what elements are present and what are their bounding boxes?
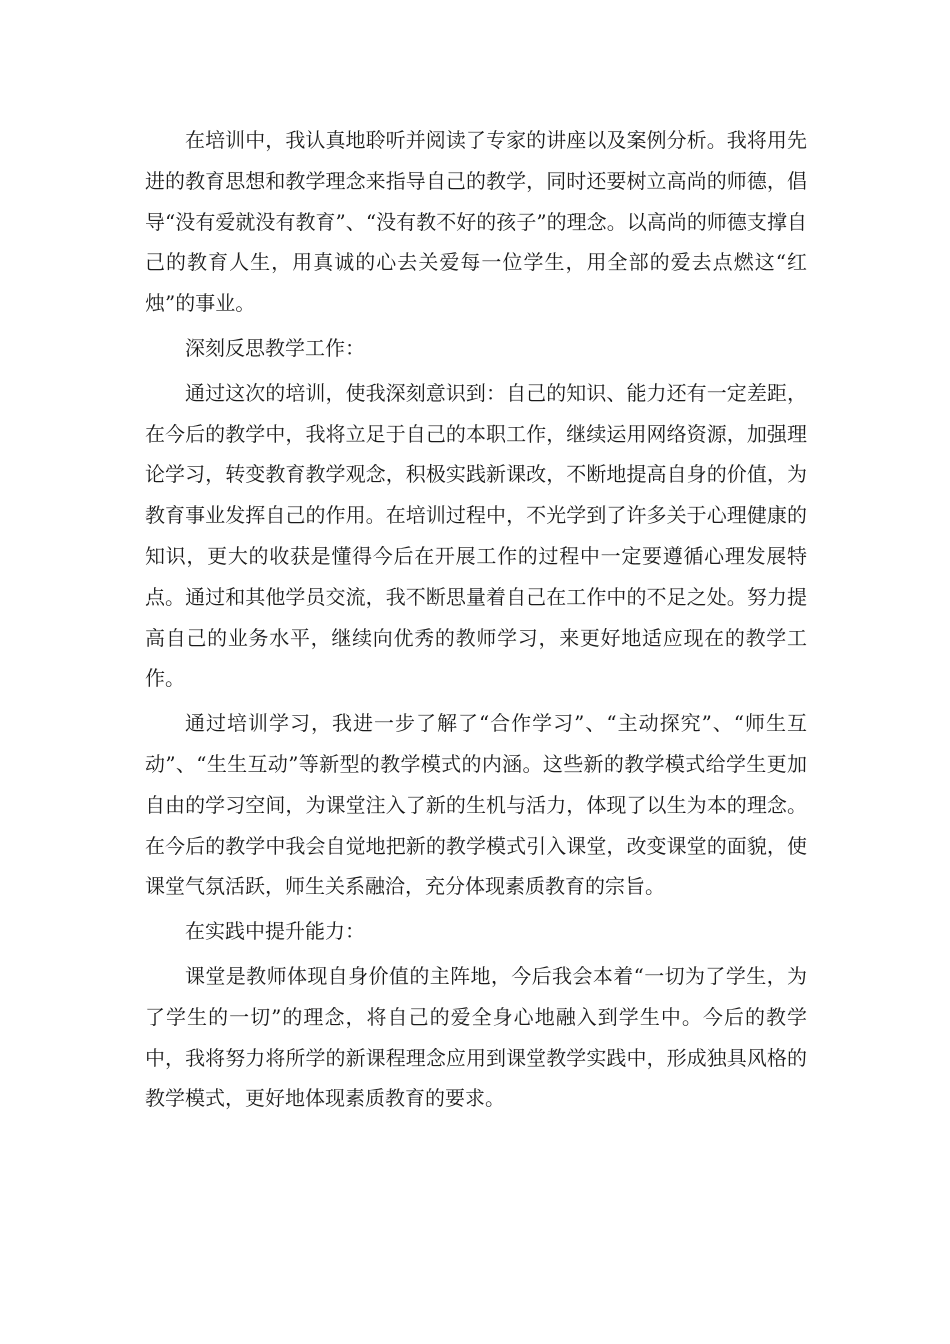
paragraph-training-reflection: 在培训中，我认真地聆听并阅读了专家的讲座以及案例分析。我将用先进的教育思想和教学理念来指导自己的教学，同时还要树立高尚的师德，倡导“没有爱就没有教育”、“没有教不好的孩子”的理念。以高尚的师德支撑自己的教育人生，用真诚的心去关爱每一位学生，用全部的爱去点燃这“红烛”的事业。 — [145, 128, 807, 316]
section-heading-reflect-teaching: 深刻反思教学工作： — [185, 335, 365, 360]
paragraph-self-awareness: 通过这次的培训，使我深刻意识到：自己的知识、能力还有一定差距，在今后的教学中，我将立足于自己的本职工作，继续运用网络资源，加强理论学习，转变教育教学观念，积极实践新课改，不断地提高自身的价值，为教育事业发挥自己的作用。在培训过程中，不光学到了许多关于心理健康的知识，更大的收获是懂得今后在开展工作的过程中一定要遵循心理发展特点。通过和其他学员交流，我不断思量着自己在工作中的不足之处。努力提高自己的业务水平，继续向优秀的教师学习，来更好地适应现在的教学工作。 — [145, 380, 807, 691]
paragraph-classroom-practice: 课堂是教师体现自身价值的主阵地，今后我会本着“一切为了学生，为了学生的一切”的理念，将自己的爱全身心地融入到学生中。今后的教学中，我将努力将所学的新课程理念应用到课堂教学实践中，形成独具风格的教学模式，更好地体现素质教育的要求。 — [145, 963, 807, 1111]
paragraph-teaching-models: 通过培训学习，我进一步了解了“合作学习”、“主动探究”、“师生互动”、“生生互动”等新型的教学模式的内涵。这些新的教学模式给学生更加自由的学习空间，为课堂注入了新的生机与活力，体现了以生为本的理念。在今后的教学中我会自觉地把新的教学模式引入课堂，改变课堂的面貌，使课堂气氛活跃，师生关系融洽，充分体现素质教育的宗旨。 — [145, 711, 807, 899]
document-body — [145, 120, 807, 1123]
section-heading-improve-ability: 在实践中提升能力： — [185, 919, 365, 944]
